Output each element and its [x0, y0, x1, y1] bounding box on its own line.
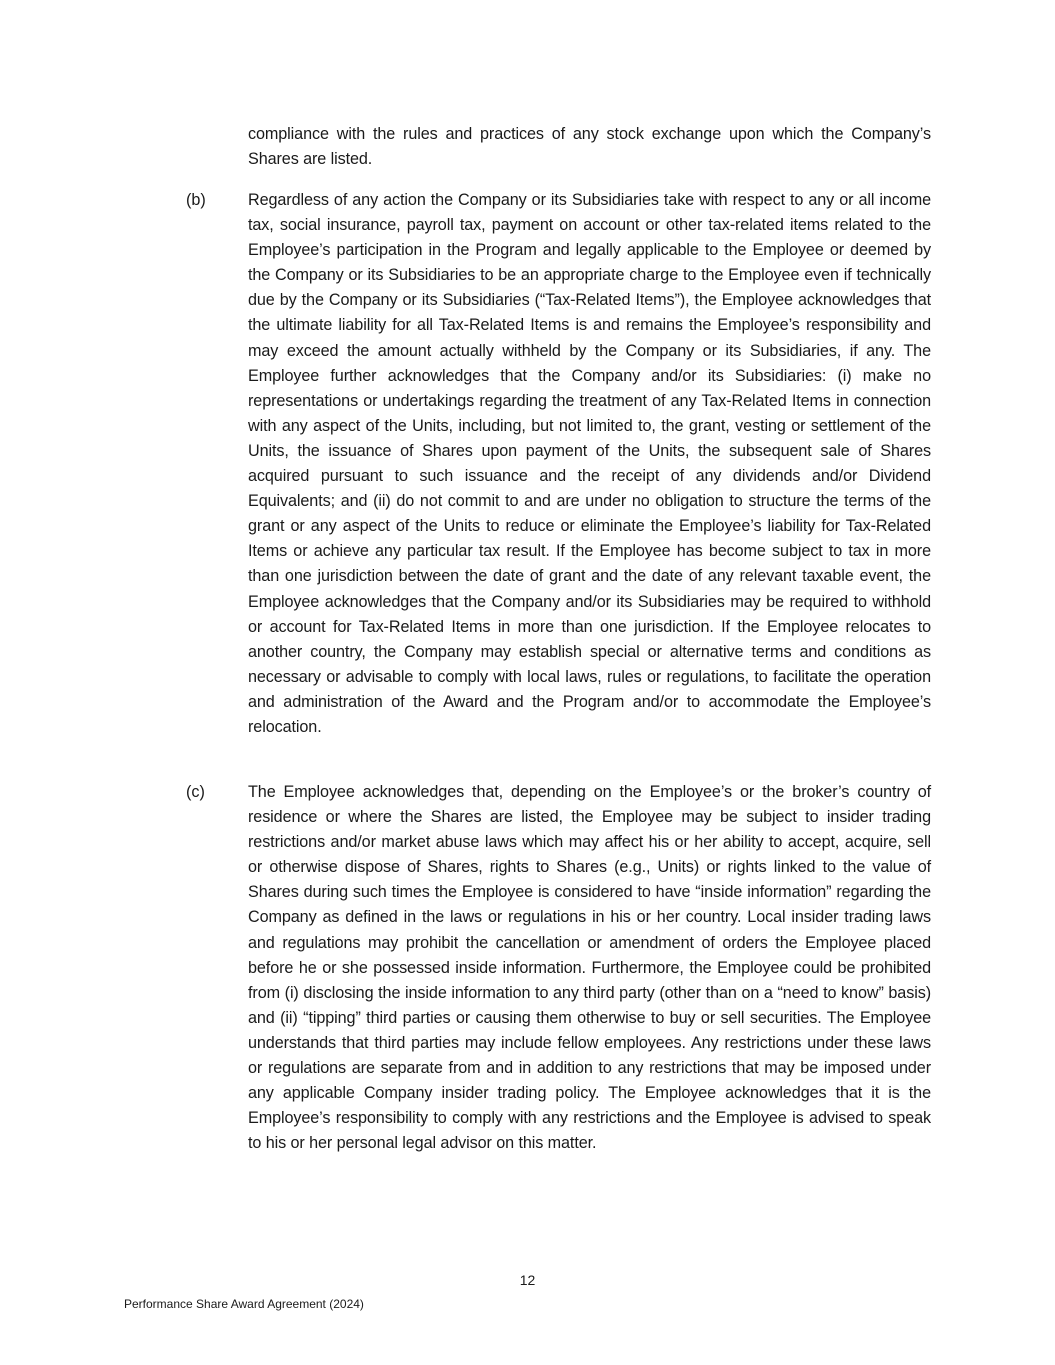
- footer-title: Performance Share Award Agreement (2024): [124, 1297, 364, 1311]
- item-marker-c: (c): [186, 783, 205, 801]
- page-number: 12: [519, 1272, 536, 1288]
- item-marker-b: (b): [186, 191, 206, 209]
- item-paragraph-c: The Employee acknowledges that, depending on the Employee’s or the broker’s country of residence or where the Shares are listed, the Employee may be subject to insider trading restrictions and/or market abuse laws which may affect his or her ability to accept, acquire, sell or otherwise dispose of Shares, rights to Shares (e.g., Units) or rights linked to the value of Shares during such times the Employee is considered to have “inside information” regarding the Company as defined in the laws or regulations in his or her country. Local insider trading laws and regulations may prohibit the cancellation or amendment of orders the Employee placed before he or she possessed inside information. Furthermore, the Employee could be prohibited from (i) disclosing the inside information to any third party (other than on a “need to know” basis) and (ii) “tipping” third parties or causing them otherwise to buy or sell securities. The Employee understands that third parties may include fellow employees. Any restrictions under these laws or regulations are separate from and in addition to any restrictions that may be imposed under any applicable Company insider trading policy. The Employee acknowledges that it is the Employee’s responsibility to comply with any restrictions and the Employee is advised to speak to his or her personal legal advisor on this matter.: [248, 783, 931, 1153]
- item-paragraph-b: Regardless of any action the Company or its Subsidiaries take with respect to any or all income tax, social insurance, payroll tax, payment on account or other tax-related items related to the Employee’s participation in the Program and legally applicable to the Employee or deemed by the Company or its Subsidiaries to be an appropriate charge to the Employee even if technically due by the Company or its Subsidiaries (“Tax-Related Items”), the Employee acknowledges that the ultimate liability for all Tax-Related Items is and remains the Employee’s responsibility and may exceed the amount actually withheld by the Company or its Subsidiaries, if any. The Employee further acknowledges that the Company and/or its Subsidiaries: (i) make no representations or undertakings regarding the treatment of any Tax-Related Items in connection with any aspect of the Units, including, but not limited to, the grant, vesting or settlement of the Units, the issuance of Shares upon payment of the Units, the subsequent sale of Shares acquired pursuant to such issuance and the receipt of any dividends and/or Dividend Equivalents; and (ii) do not commit to and are under no obligation to structure the terms of the grant or any aspect of the Units to reduce or eliminate the Employee’s liability for Tax-Related Items or achieve any particular tax result. If the Employee has become subject to tax in more than one jurisdiction between the date of grant and the date of any relevant taxable event, the Employee acknowledges that the Company and/or its Subsidiaries may be required to withhold or account for Tax-Related Items in more than one jurisdiction. If the Employee relocates to another country, the Company may establish special or alternative terms and conditions as necessary or advisable to comply with local laws, rules or regulations, to facilitate the operation and administration of the Award and the Program and/or to accommodate the Employee’s relocation.: [248, 191, 931, 736]
- continuation-paragraph: compliance with the rules and practices of any stock exchange upon which the Company’s Shares are listed.: [248, 125, 931, 169]
